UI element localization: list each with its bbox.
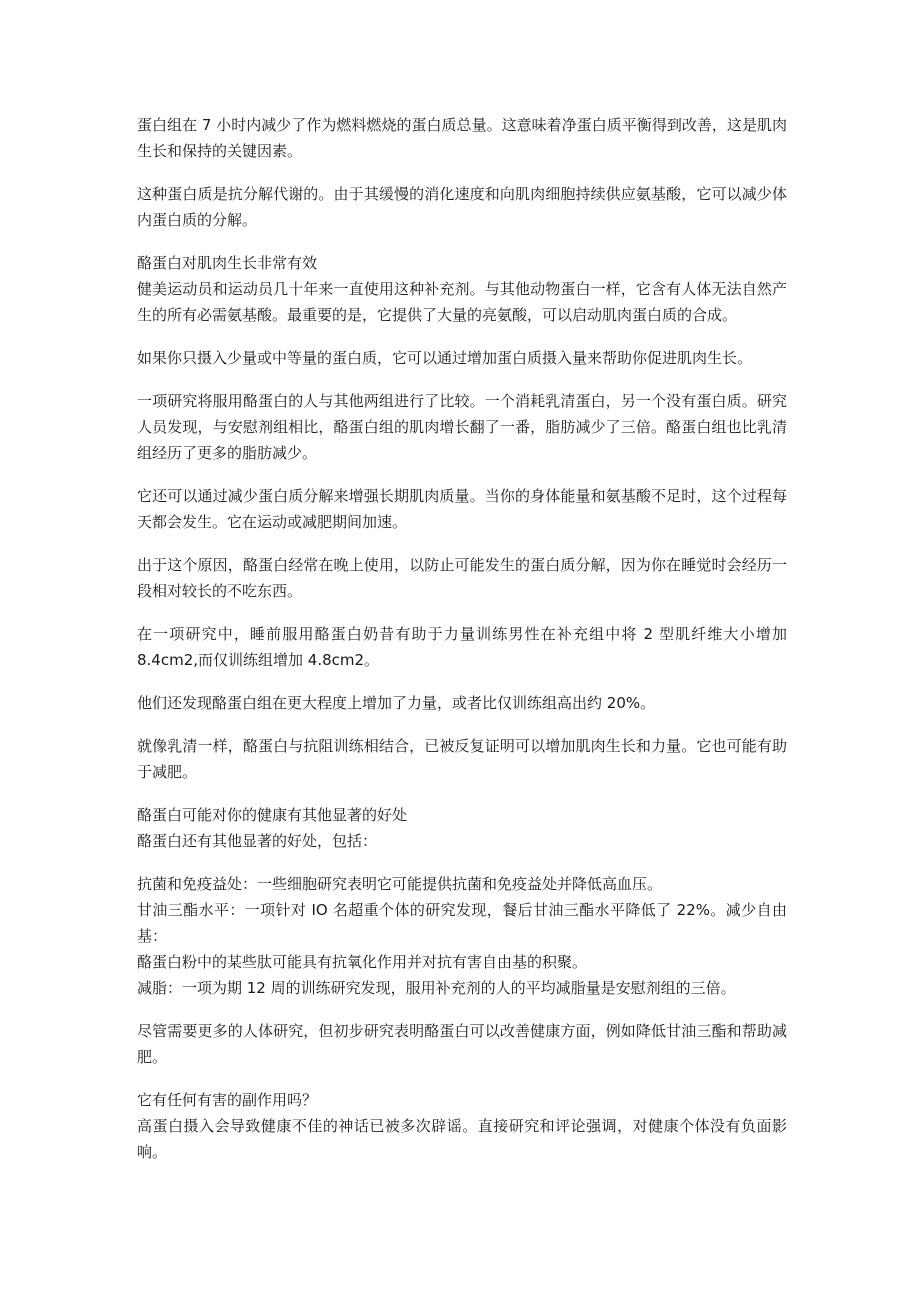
section-side-effects xyxy=(137,1087,787,1165)
section-heading: 酪蛋白对肌肉生长非常有效 xyxy=(137,254,318,272)
section-intro: 酪蛋白还有其他显著的好处，包括： xyxy=(137,832,378,850)
paragraph-nitrogen-balance: 蛋白组在 7 小时内减少了作为燃料燃烧的蛋白质总量。这意味着净蛋白质平衡得到改善，这是肌肉生长和保持的关键因素。 xyxy=(137,116,787,160)
paragraph-study-comparison: 一项研究将服用酪蛋白的人与其他两组进行了比较。一个消耗乳清蛋白，另一个没有蛋白质。研究人员发现，与安慰剂组相比，酪蛋白组的肌肉增长翻了一番，脂肪减少了三倍。酪蛋白组也比乳清组经历了更多的脂肪减少。 xyxy=(137,392,787,462)
section-text: 高蛋白摄入会导致健康不佳的神话已被多次辟谣。直接研究和评论强调，对健康个体没有负面影响。 xyxy=(137,1117,787,1161)
section-intro: 健美运动员和运动员几十年来一直使用这种补充剂。与其他动物蛋白一样，它含有人体无法自然产生的所有必需氨基酸。最重要的是，它提供了大量的亮氨酸，可以启动肌肉蛋白质的合成。 xyxy=(137,280,787,324)
paragraph-protein-intake: 如果你只摄入少量或中等量的蛋白质，它可以通过增加蛋白质摄入量来帮助你促进肌肉生长。 xyxy=(137,349,753,367)
paragraph-bedtime-study: 在一项研究中，睡前服用酪蛋白奶昔有助于力量训练男性在补充组中将 2 型肌纤维大小增加 8.4cm2,而仅训练组增加 4.8cm2。 xyxy=(137,625,787,669)
benefit-list xyxy=(137,871,787,1001)
paragraph-strength: 他们还发现酪蛋白组在更大程度上增加了力量，或者比仅训练组高出约 20%。 xyxy=(137,694,656,712)
section-muscle-growth xyxy=(137,250,787,328)
paragraph-conclusion: 尽管需要更多的人体研究，但初步研究表明酪蛋白可以改善健康方面，例如降低甘油三酯和帮助减肥。 xyxy=(137,1022,787,1066)
benefit-item: 酪蛋白粉中的某些肽可能具有抗氧化作用并对抗有害自由基的积聚。 xyxy=(137,953,588,971)
benefit-item: 甘油三酯水平：一项针对 IO 名超重个体的研究发现，餐后甘油三酯水平降低了 22%。减少自由基： xyxy=(137,901,787,945)
paragraph-long-term-muscle: 它还可以通过减少蛋白质分解来增强长期肌肉质量。当你的身体能量和氨基酸不足时，这个过程每天都会发生。它在运动或减肥期间加速。 xyxy=(137,487,787,531)
section-health-benefits xyxy=(137,802,787,854)
paragraph-anti-catabolic: 这种蛋白质是抗分解代谢的。由于其缓慢的消化速度和向肌肉细胞持续供应氨基酸，它可以减少体内蛋白质的分解。 xyxy=(137,185,787,229)
benefit-item: 减脂：一项为期 12 周的训练研究发现，服用补充剂的人的平均减脂量是安慰剂组的三倍。 xyxy=(137,979,736,997)
section-heading: 它有任何有害的副作用吗？ xyxy=(137,1091,318,1109)
paragraph-resistance-training: 就像乳清一样，酪蛋白与抗阻训练相结合，已被反复证明可以增加肌肉生长和力量。它也可能有助于减肥。 xyxy=(137,737,787,781)
section-heading: 酪蛋白可能对你的健康有其他显著的好处 xyxy=(137,806,408,824)
benefit-item: 抗菌和免疫益处：一些细胞研究表明它可能提供抗菌和免疫益处并降低高血压。 xyxy=(137,875,663,893)
paragraph-night-use: 出于这个原因，酪蛋白经常在晚上使用，以防止可能发生的蛋白质分解，因为你在睡觉时会经历一段相对较长的不吃东西。 xyxy=(137,556,787,600)
document-page xyxy=(137,112,787,1165)
